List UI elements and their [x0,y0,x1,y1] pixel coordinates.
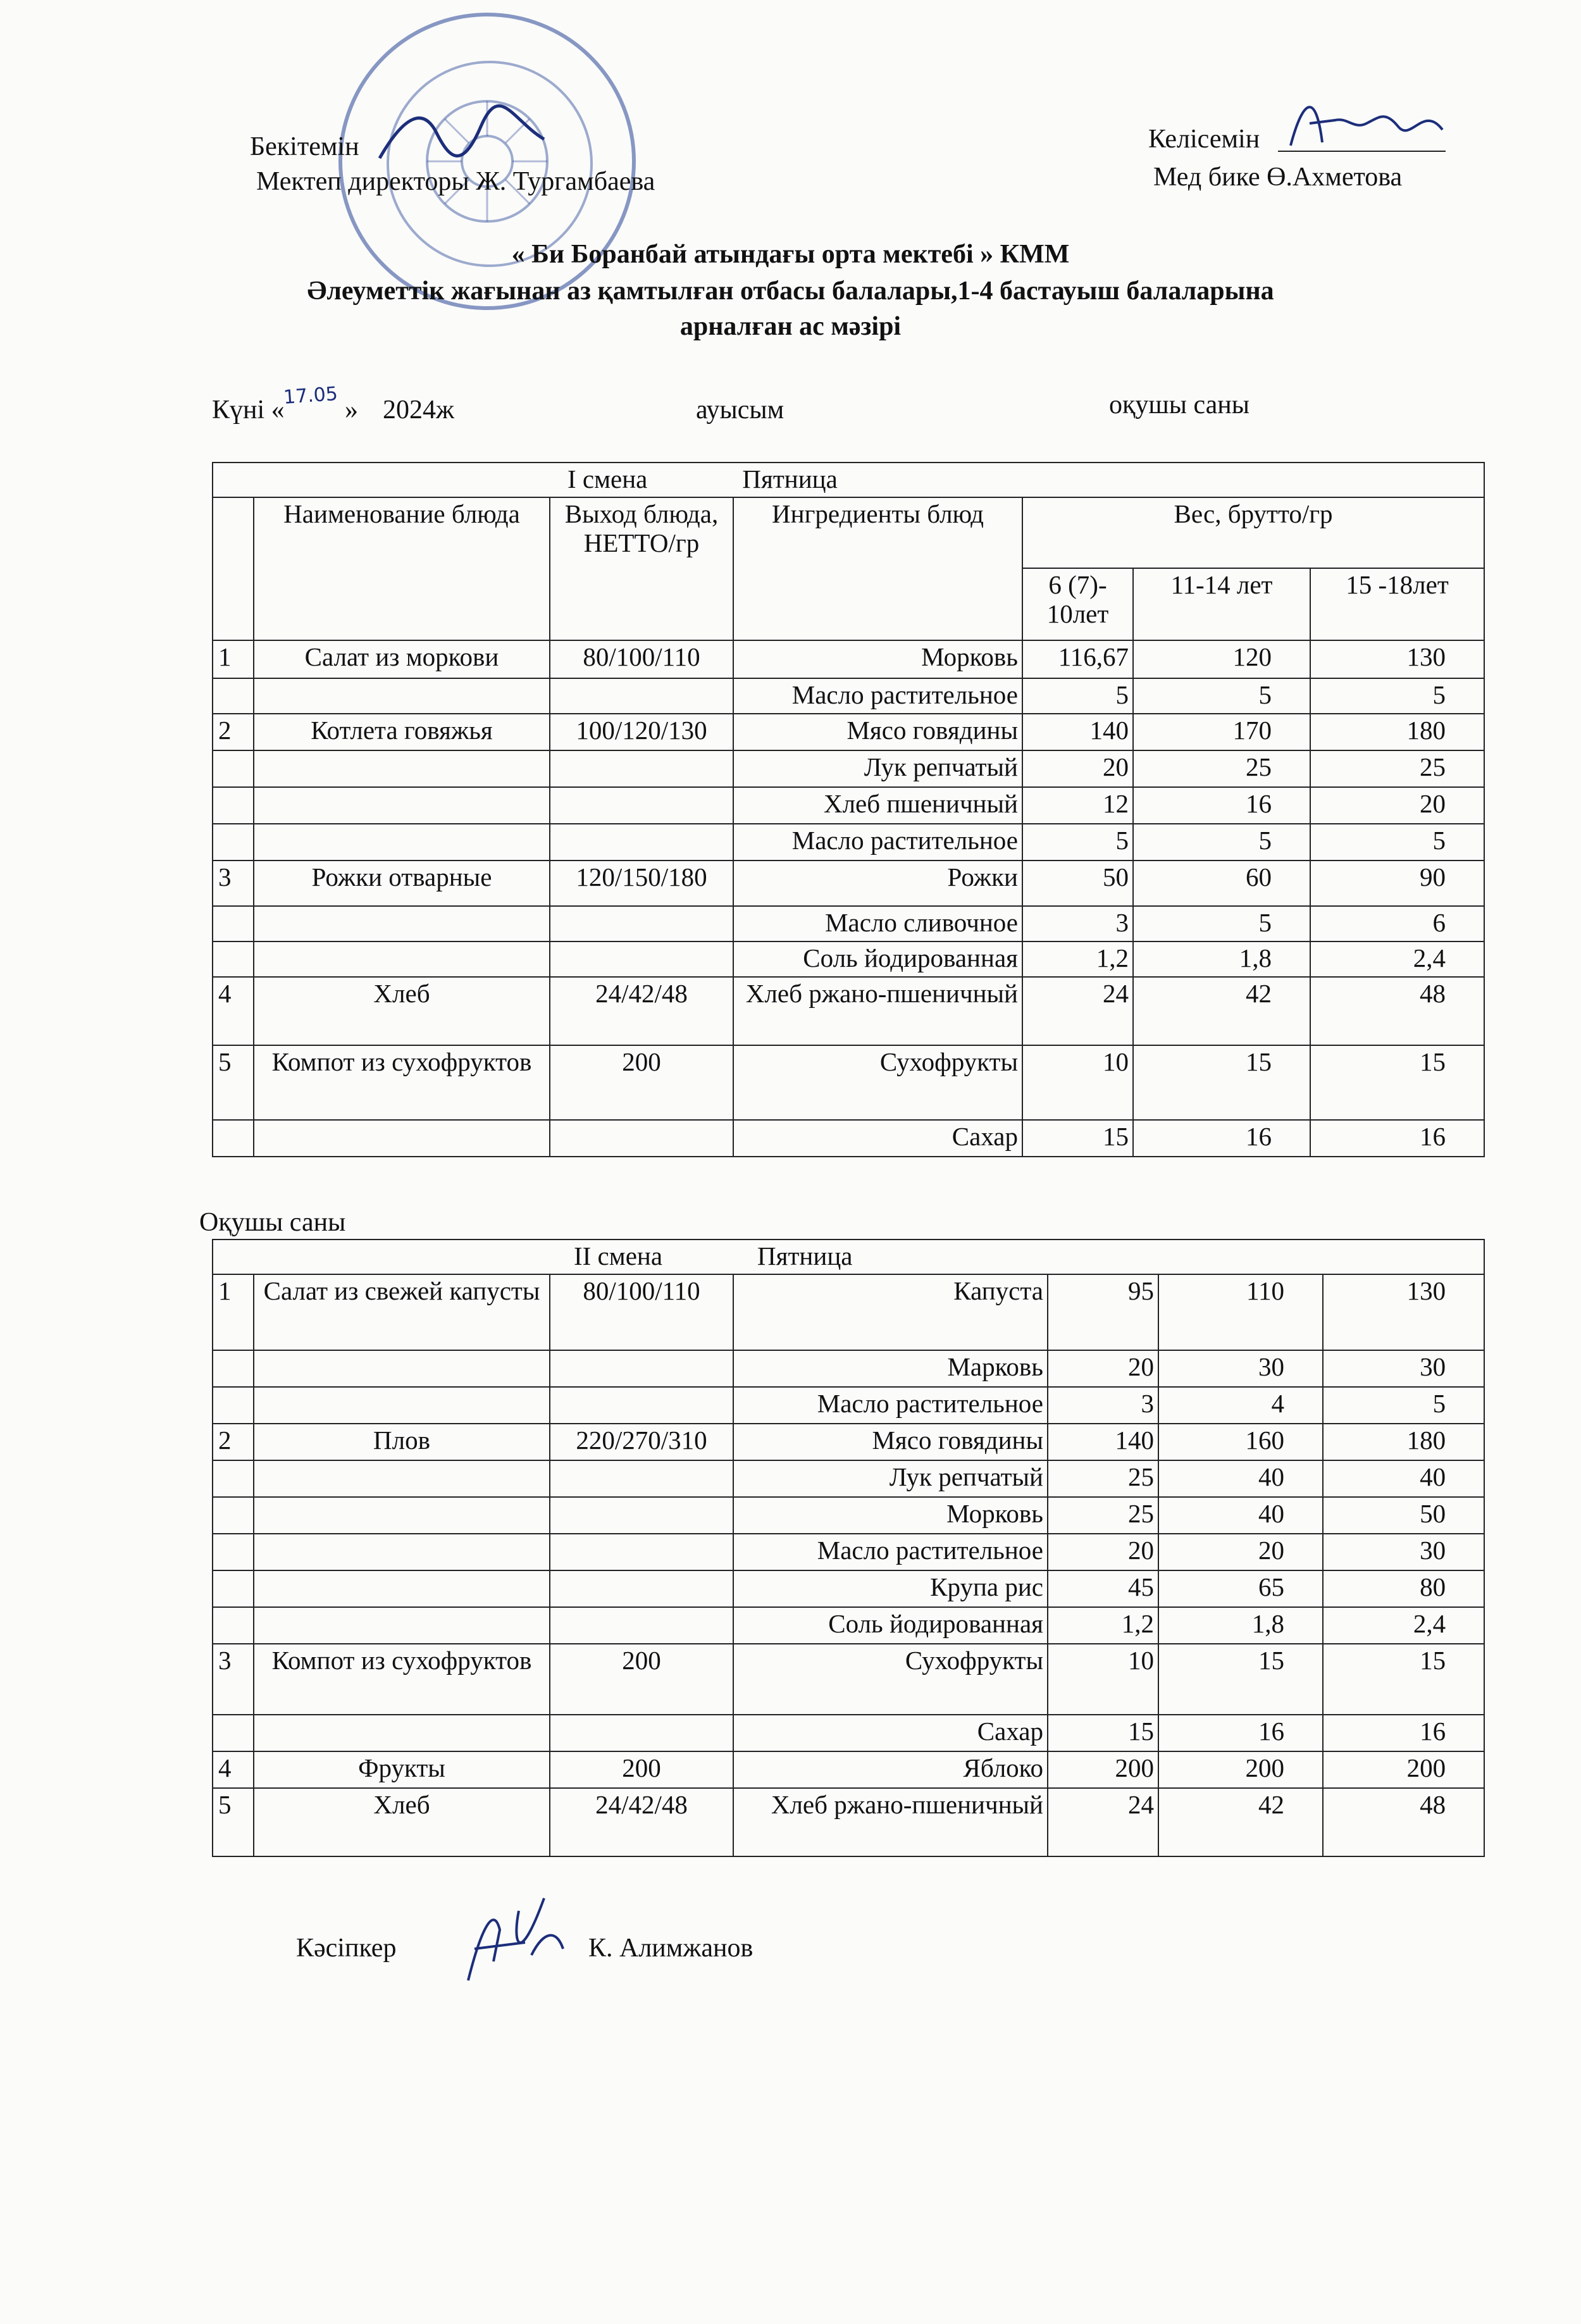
table-row [213,640,1484,678]
ingredient-name: Хлеб пшеничный [733,787,1022,824]
table1-title [213,463,1484,497]
weight-age-6-10: 1,2 [1022,941,1133,977]
weight-age-6-10: 95 [1048,1274,1158,1350]
dish-output [550,678,733,714]
menu-table-shift-1 [212,462,1485,1157]
dish-name: Салат из свежей капусты [254,1274,550,1350]
dish-output [550,787,733,824]
table-row [213,1497,1484,1534]
weight-age-6-10: 45 [1048,1570,1158,1607]
dish-output: 120/150/180 [550,861,733,906]
weight-age-11-14: 30 [1158,1350,1323,1387]
table2-title [213,1240,1484,1274]
weight-age-11-14: 20 [1158,1534,1323,1570]
table1-title-row [213,463,1484,497]
weight-age-11-14: 5 [1133,678,1310,714]
dish-output [550,1497,733,1534]
ingredient-name: Мясо говядины [733,1424,1048,1460]
footer-role: Кәсіпкер [296,1934,397,1963]
dish-output [550,1460,733,1497]
row-number: 1 [213,1274,254,1350]
weight-age-6-10: 140 [1048,1424,1158,1460]
agree-person: Мед бике Ө.Ахметова [1153,163,1403,192]
weight-age-15-18: 48 [1310,977,1484,1045]
dish-name [254,1387,550,1424]
ingredient-name: Яблоко [733,1751,1048,1788]
dish-name [254,1497,550,1534]
ingredient-name: Масло растительное [733,824,1022,861]
students-count-label-2: Оқушы саны [199,1208,346,1237]
table2-shift: II смена [574,1241,663,1271]
weight-age-11-14: 4 [1158,1387,1323,1424]
weight-age-15-18: 5 [1310,678,1484,714]
dish-output [550,941,733,977]
table1-body [213,640,1484,1157]
weight-age-11-14: 16 [1133,787,1310,824]
weight-age-15-18: 130 [1323,1274,1484,1350]
ingredient-name: Сахар [733,1120,1022,1157]
table-row [213,1715,1484,1751]
weight-age-15-18: 15 [1323,1644,1484,1715]
weight-age-6-10: 50 [1022,861,1133,906]
weight-age-15-18: 5 [1323,1387,1484,1424]
weight-age-11-14: 16 [1158,1715,1323,1751]
header-dish: Наименование блюда [254,497,550,640]
dish-name: Хлеб [254,1788,550,1856]
ingredient-name: Лук репчатый [733,1460,1048,1497]
dish-name [254,1120,550,1157]
menu-subtitle: Әлеуметтік жағынан аз қамтылған отбасы балалары,1-4 бастауыш балаларына [307,277,1274,306]
dish-output [550,824,733,861]
table-row [213,941,1484,977]
table2-day: Пятница [757,1241,853,1271]
weight-age-11-14: 160 [1158,1424,1323,1460]
dish-name [254,1350,550,1387]
dish-output [550,906,733,941]
row-number [213,1607,254,1644]
weight-age-11-14: 42 [1158,1788,1323,1856]
weight-age-11-14: 16 [1133,1120,1310,1157]
agree-label: Келісемін [1148,125,1260,154]
dish-name [254,906,550,941]
row-number [213,678,254,714]
weight-age-6-10: 12 [1022,787,1133,824]
ingredient-name: Масло сливочное [733,906,1022,941]
weight-age-15-18: 6 [1310,906,1484,941]
table2-body [213,1274,1484,1856]
weight-age-6-10: 5 [1022,678,1133,714]
weight-age-6-10: 116,67 [1022,640,1133,678]
table-row [213,1751,1484,1788]
dish-output: 80/100/110 [550,1274,733,1350]
weight-age-15-18: 30 [1323,1350,1484,1387]
table-row [213,1644,1484,1715]
table-row [213,1387,1484,1424]
row-number [213,1120,254,1157]
dish-output [550,1607,733,1644]
row-number [213,1460,254,1497]
dish-output [550,1715,733,1751]
menu-table-shift-2 [212,1239,1485,1857]
weight-age-11-14: 65 [1158,1570,1323,1607]
table-row [213,861,1484,906]
row-number: 3 [213,1644,254,1715]
weight-age-15-18: 20 [1310,787,1484,824]
dish-output: 24/42/48 [550,1788,733,1856]
ingredient-name: Капуста [733,1274,1048,1350]
table-row [213,1607,1484,1644]
weight-age-6-10: 15 [1022,1120,1133,1157]
ingredient-name: Сухофрукты [733,1045,1022,1120]
weight-age-6-10: 1,2 [1048,1607,1158,1644]
weight-age-11-14: 15 [1158,1644,1323,1715]
weight-age-11-14: 40 [1158,1460,1323,1497]
weight-age-11-14: 170 [1133,714,1310,750]
weight-age-15-18: 180 [1310,714,1484,750]
weight-age-15-18: 48 [1323,1788,1484,1856]
row-number: 2 [213,1424,254,1460]
nurse-signature [1284,85,1449,155]
weight-age-6-10: 140 [1022,714,1133,750]
header-age-15-18: 15 -18лет [1310,568,1484,640]
weight-age-15-18: 30 [1323,1534,1484,1570]
row-number [213,1387,254,1424]
ingredient-name: Рожки [733,861,1022,906]
table1-shift: I смена [567,464,648,494]
dish-name [254,824,550,861]
ingredient-name: Масло растительное [733,678,1022,714]
dish-output: 100/120/130 [550,714,733,750]
table-row [213,1570,1484,1607]
ingredient-name: Мясо говядины [733,714,1022,750]
dish-output: 220/270/310 [550,1424,733,1460]
weight-age-15-18: 5 [1310,824,1484,861]
ingredient-name: Марковь [733,1350,1048,1387]
weight-age-11-14: 15 [1133,1045,1310,1120]
weight-age-15-18: 25 [1310,750,1484,787]
row-number: 4 [213,1751,254,1788]
table2-title-row [213,1240,1484,1274]
header-age-6-10: 6 (7)- 10лет [1022,568,1133,640]
weight-age-15-18: 180 [1323,1424,1484,1460]
dish-output: 200 [550,1045,733,1120]
ingredient-name: Крупа рис [733,1570,1048,1607]
weight-age-6-10: 10 [1022,1045,1133,1120]
weight-age-11-14: 25 [1133,750,1310,787]
director-signature [367,95,557,183]
date-label: Күні « [212,395,285,425]
row-number [213,1570,254,1607]
row-number [213,787,254,824]
dish-name [254,678,550,714]
ingredient-name: Морковь [733,640,1022,678]
row-number [213,906,254,941]
ingredient-name: Лук репчатый [733,750,1022,787]
ingredient-name: Хлеб ржано-пшеничный [733,977,1022,1045]
weight-age-15-18: 16 [1323,1715,1484,1751]
weight-age-15-18: 90 [1310,861,1484,906]
dish-output [550,1570,733,1607]
row-number: 4 [213,977,254,1045]
weight-age-6-10: 20 [1048,1350,1158,1387]
weight-age-11-14: 60 [1133,861,1310,906]
table-row [213,1788,1484,1856]
weight-age-15-18: 40 [1323,1460,1484,1497]
ingredient-name: Соль йодированная [733,941,1022,977]
row-number: 5 [213,1045,254,1120]
weight-age-6-10: 3 [1022,906,1133,941]
weight-age-15-18: 130 [1310,640,1484,678]
row-number [213,1715,254,1751]
weight-age-15-18: 16 [1310,1120,1484,1157]
dish-name: Плов [254,1424,550,1460]
weight-age-15-18: 200 [1323,1751,1484,1788]
weight-age-11-14: 120 [1133,640,1310,678]
header-ingredients: Ингредиенты блюд [733,497,1022,640]
weight-age-11-14: 110 [1158,1274,1323,1350]
approve-person: Мектеп директоры Ж. Тургамбаева [256,167,655,196]
row-number: 5 [213,1788,254,1856]
weight-age-11-14: 5 [1133,906,1310,941]
header-output: Выход блюда, НЕТТО/гр [550,497,733,640]
weight-age-6-10: 5 [1022,824,1133,861]
dish-name [254,1607,550,1644]
row-number: 3 [213,861,254,906]
menu-subtitle-2: арналған ас мәзірі [679,312,902,341]
dish-name: Компот из сухофруктов [254,1045,550,1120]
table-row [213,824,1484,861]
students-count-label: оқушы саны [1109,390,1249,419]
table-row [213,1274,1484,1350]
weight-age-6-10: 3 [1048,1387,1158,1424]
dish-name [254,1460,550,1497]
dish-output: 200 [550,1644,733,1715]
shift-label: ауысым [696,395,784,425]
dish-name [254,750,550,787]
header-weight: Вес, брутто/гр [1022,497,1484,568]
row-number [213,1497,254,1534]
table-row [213,1120,1484,1157]
weight-age-11-14: 40 [1158,1497,1323,1534]
dish-name: Компот из сухофруктов [254,1644,550,1715]
dish-name: Рожки отварные [254,861,550,906]
weight-age-11-14: 1,8 [1133,941,1310,977]
table1-header-row [213,497,1484,568]
dish-name [254,941,550,977]
ingredient-name: Сухофрукты [733,1644,1048,1715]
date-handwritten: 17.05 [282,383,339,409]
row-number [213,941,254,977]
dish-name [254,787,550,824]
table-row [213,1350,1484,1387]
table-row [213,714,1484,750]
weight-age-15-18: 15 [1310,1045,1484,1120]
date-close: » [345,395,358,425]
weight-age-6-10: 10 [1048,1644,1158,1715]
dish-output: 200 [550,1751,733,1788]
table-row [213,1460,1484,1497]
school-title: « Би Боранбай атындағы орта мектебі » КММ [511,240,1070,269]
table-row [213,1424,1484,1460]
ingredient-name: Масло растительное [733,1387,1048,1424]
weight-age-6-10: 25 [1048,1497,1158,1534]
dish-name [254,1715,550,1751]
dish-name: Хлеб [254,977,550,1045]
footer-name: К. Алимжанов [588,1934,753,1963]
ingredient-name: Морковь [733,1497,1048,1534]
table-row [213,750,1484,787]
weight-age-6-10: 20 [1022,750,1133,787]
weight-age-6-10: 200 [1048,1751,1158,1788]
dish-output [550,1387,733,1424]
weight-age-11-14: 200 [1158,1751,1323,1788]
table-row [213,1045,1484,1120]
table-row [213,678,1484,714]
row-number [213,1534,254,1570]
ingredient-name: Сахар [733,1715,1048,1751]
header-number [213,497,254,640]
table-row [213,906,1484,941]
row-number [213,750,254,787]
weight-age-6-10: 20 [1048,1534,1158,1570]
ingredient-name: Хлеб ржано-пшеничный [733,1788,1048,1856]
weight-age-11-14: 42 [1133,977,1310,1045]
dish-name: Салат из моркови [254,640,550,678]
weight-age-6-10: 25 [1048,1460,1158,1497]
dish-output: 24/42/48 [550,977,733,1045]
weight-age-6-10: 15 [1048,1715,1158,1751]
weight-age-6-10: 24 [1022,977,1133,1045]
dish-name: Фрукты [254,1751,550,1788]
row-number: 2 [213,714,254,750]
row-number [213,824,254,861]
weight-age-15-18: 80 [1323,1570,1484,1607]
table-row [213,787,1484,824]
header-age-11-14: 11-14 лет [1133,568,1310,640]
ingredient-name: Соль йодированная [733,1607,1048,1644]
table1-day: Пятница [742,464,838,494]
weight-age-11-14: 1,8 [1158,1607,1323,1644]
entrepreneur-signature [456,1892,569,1993]
weight-age-11-14: 5 [1133,824,1310,861]
table-row [213,977,1484,1045]
weight-age-15-18: 50 [1323,1497,1484,1534]
weight-age-6-10: 24 [1048,1788,1158,1856]
table-row [213,1534,1484,1570]
approve-label: Бекітемін [250,132,359,161]
dish-output [550,1350,733,1387]
dish-output: 80/100/110 [550,640,733,678]
dish-name: Котлета говяжья [254,714,550,750]
row-number [213,1350,254,1387]
dish-output [550,1120,733,1157]
dish-output [550,750,733,787]
weight-age-15-18: 2,4 [1310,941,1484,977]
weight-age-15-18: 2,4 [1323,1607,1484,1644]
row-number: 1 [213,640,254,678]
ingredient-name: Масло растительное [733,1534,1048,1570]
dish-output [550,1534,733,1570]
dish-name [254,1534,550,1570]
dish-name [254,1570,550,1607]
year-label: 2024ж [383,395,455,425]
